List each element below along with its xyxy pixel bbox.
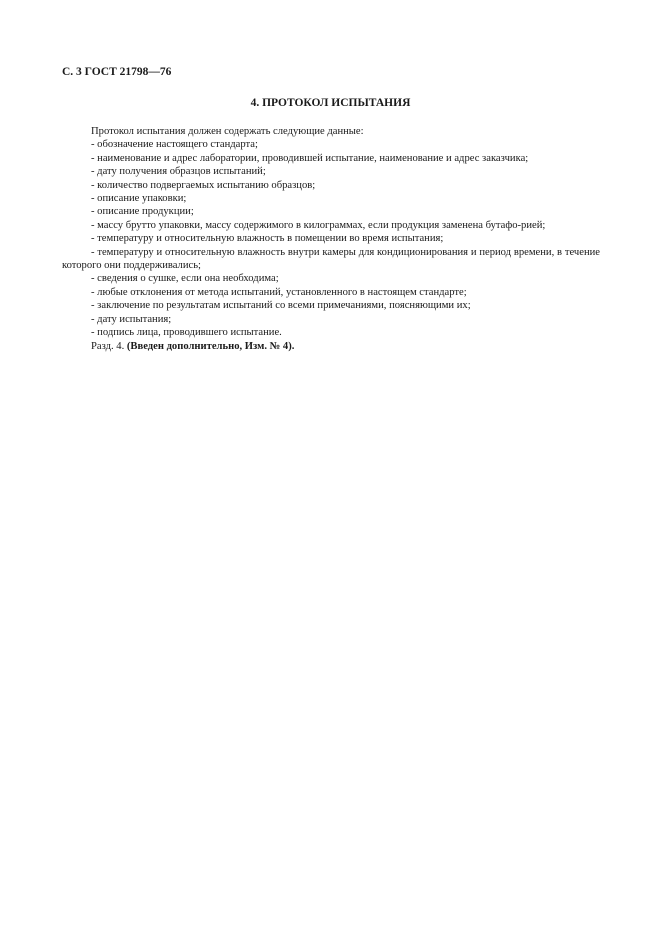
section-body: [62, 125, 600, 353]
intro-paragraph: Протокол испытания должен содержать следующие данные:: [91, 126, 364, 137]
list-item: - температуру и относительную влажность внутри камеры для кондиционирования и период времени, в течение которого они поддерживались;: [62, 246, 600, 272]
list-item: - дату испытания;: [91, 313, 172, 325]
list-item: - дату получения образцов испытаний;: [91, 166, 266, 178]
list-item: - температуру и относительную влажность в помещении во время испытания;: [91, 233, 444, 245]
section-title: 4. ПРОТОКОЛ ИСПЫТАНИЯ: [250, 97, 411, 109]
list-item: - любые отклонения от метода испытаний, установленного в настоящем стандарте;: [91, 286, 467, 298]
list-item: - наименование и адрес лаборатории, проводившей испытание, наименование и адрес заказчика;: [91, 152, 529, 164]
list-item: - подпись лица, проводившего испытание.: [91, 327, 282, 339]
list-item: - описание продукции;: [91, 206, 194, 218]
list-item: - количество подвергаемых испытанию образцов;: [91, 179, 316, 191]
list-item: - массу брутто упаковки, массу содержимого в килограммах, если продукция заменена бутафо-рией;: [91, 219, 546, 231]
list-item: - заключение по результатам испытаний со всеми примечаниями, поясняющими их;: [91, 300, 471, 312]
list-item: - обозначение настоящего стандарта;: [91, 139, 258, 151]
amendment-note-prefix: Разд. 4.: [91, 340, 127, 352]
page-header: С. 3 ГОСТ 21798—76: [62, 66, 172, 78]
list-item: - сведения о сушке, если она необходима;: [91, 273, 279, 285]
list-item: - описание упаковки;: [91, 193, 187, 205]
amendment-note-bold: (Введен дополнительно, Изм. № 4).: [126, 340, 295, 352]
amendment-note: [62, 340, 600, 353]
